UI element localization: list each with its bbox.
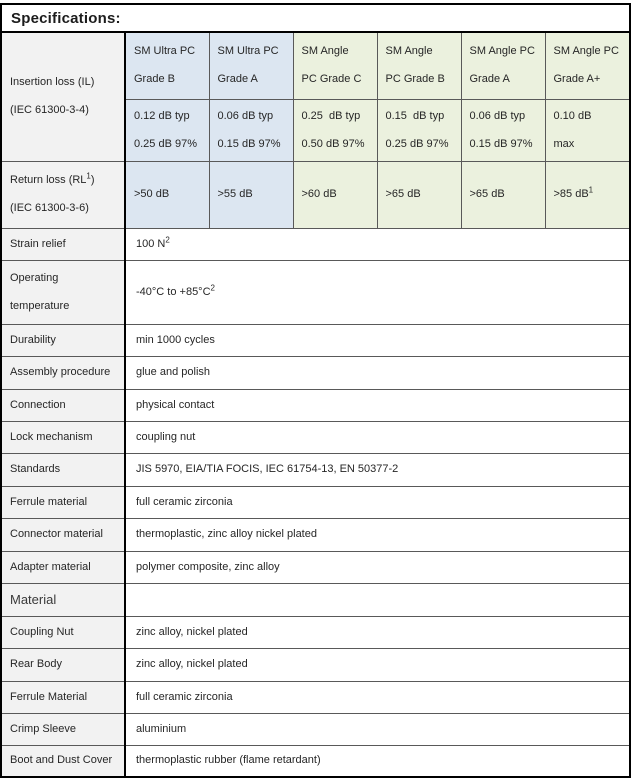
cell-value-line: 0.06 dB typ (469, 109, 526, 122)
cell-return-loss: >65 dB (461, 161, 545, 228)
cell-insertion-loss (125, 99, 209, 161)
table-row (2, 260, 629, 324)
cell-value: coupling nut (125, 421, 629, 453)
table-row (2, 356, 629, 389)
column-header (209, 33, 293, 99)
superscript: 2 (210, 282, 215, 292)
table-row (2, 648, 629, 681)
table-row-material-section (2, 583, 629, 616)
cell-insertion-loss (293, 99, 377, 161)
column-header-line: PC Grade C (301, 73, 362, 86)
column-header-line: SM Angle PC (469, 45, 535, 58)
table-row (2, 228, 629, 260)
cell-value-line: 0.10 dB (553, 109, 592, 122)
column-header-line: SM Ultra PC (134, 45, 196, 58)
row-label: Assembly procedure (2, 356, 125, 389)
row-label: Standards (2, 453, 125, 486)
table-row (2, 518, 629, 551)
row-label: Ferrule material (2, 486, 125, 518)
cell-insertion-loss (209, 99, 293, 161)
cell-value (125, 583, 629, 616)
table-row-return-loss (2, 161, 629, 228)
cell-value-line: 0.15 dB 97% (217, 137, 281, 150)
column-header-line: SM Angle PC (553, 45, 619, 58)
cell-value: zinc alloy, nickel plated (125, 648, 629, 681)
table-row (2, 421, 629, 453)
row-label: Connection (2, 389, 125, 421)
cell-value: zinc alloy, nickel plated (125, 616, 629, 648)
column-header (545, 33, 629, 99)
table-row (2, 551, 629, 583)
row-label: Crimp Sleeve (2, 713, 125, 745)
cell-value: aluminium (125, 713, 629, 745)
cell-value: full ceramic zirconia (125, 486, 629, 518)
row-label-line: (IEC 61300-3-4) (10, 104, 89, 117)
cell-insertion-loss (377, 99, 461, 161)
row-label: Operating temperature (2, 260, 125, 324)
cell-insertion-loss (545, 99, 629, 161)
row-label: Adapter material (2, 551, 125, 583)
column-header-line: Grade A (217, 73, 258, 86)
cell-return-loss: >50 dB (125, 161, 209, 228)
cell-return-loss: >55 dB (209, 161, 293, 228)
row-label-return-loss (2, 161, 125, 228)
column-header-line: Grade A+ (553, 73, 601, 86)
row-label-line: (IEC 61300-3-6) (10, 202, 89, 214)
column-header-line: SM Angle (385, 45, 433, 58)
column-header (461, 33, 545, 99)
table-row (2, 745, 629, 776)
table-row (2, 324, 629, 356)
table-row (2, 681, 629, 713)
cell-value-line: 0.50 dB 97% (301, 137, 365, 150)
row-label: Durability (2, 324, 125, 356)
specifications-table (2, 33, 629, 776)
spec-sheet (0, 3, 631, 778)
row-label: Rear Body (2, 648, 125, 681)
column-header-line: SM Ultra PC (217, 45, 279, 58)
cell-value: physical contact (125, 389, 629, 421)
column-header (125, 33, 209, 99)
table-row (2, 713, 629, 745)
cell-value: full ceramic zirconia (125, 681, 629, 713)
cell-value: min 1000 cycles (125, 324, 629, 356)
table-row-insertion-header (2, 33, 629, 99)
table-row (2, 389, 629, 421)
table-row (2, 453, 629, 486)
cell-insertion-loss (461, 99, 545, 161)
cell-value: thermoplastic rubber (flame retardant) (125, 745, 629, 776)
row-label: Lock mechanism (2, 421, 125, 453)
table-row (2, 616, 629, 648)
cell-value: thermoplastic, zinc alloy nickel plated (125, 518, 629, 551)
cell-value-line: 0.25 dB 97% (385, 137, 449, 150)
superscript: 1 (588, 185, 594, 195)
row-label: Coupling Nut (2, 616, 125, 648)
cell-value-line: max (553, 137, 575, 150)
column-header (293, 33, 377, 99)
cell-value-line: 0.25 dB typ (301, 109, 361, 122)
cell-value-line: 0.15 dB typ (385, 109, 445, 122)
row-label: Connector material (2, 518, 125, 551)
cell-value: 100 $N^2$ (125, 228, 629, 260)
cell-return-loss: >60 dB (293, 161, 377, 228)
row-label-insertion-loss (2, 33, 125, 161)
page-title: Specifications: (2, 5, 629, 33)
row-label-line: Insertion loss (IL) (10, 76, 95, 89)
column-header-line: SM Angle (301, 45, 349, 58)
column-header-line: Grade A (469, 73, 510, 86)
row-label-line: Return loss $(RL^1)$ (10, 171, 95, 186)
superscript: 1 (86, 171, 91, 181)
section-label: Material (2, 583, 125, 616)
table-row (2, 486, 629, 518)
cell-value: JIS 5970, EIA/TIA FOCIS, IEC 61754-13, EN 50377-2 (125, 453, 629, 486)
cell-value-line: 0.06 dB typ (217, 109, 274, 122)
cell-value-line: 0.25 dB 97% (134, 137, 197, 150)
column-header-line: Grade B (134, 73, 175, 86)
cell-value-line: 0.12 dB typ (134, 109, 190, 122)
cell-return-loss: >85 $dB^1$ (545, 161, 629, 228)
column-header (377, 33, 461, 99)
row-label: Strain relief (2, 228, 125, 260)
row-label: Ferrule Material (2, 681, 125, 713)
column-header-line: PC Grade B (385, 73, 445, 86)
cell-value: glue and polish (125, 356, 629, 389)
cell-return-loss: >65 dB (377, 161, 461, 228)
superscript: 2 (165, 234, 170, 244)
cell-value: -40°C to $+85^\circ C^2$ (125, 260, 629, 324)
cell-value-line: 0.15 dB 97% (469, 137, 533, 150)
cell-value: polymer composite, zinc alloy (125, 551, 629, 583)
row-label: Boot and Dust Cover (2, 745, 125, 776)
